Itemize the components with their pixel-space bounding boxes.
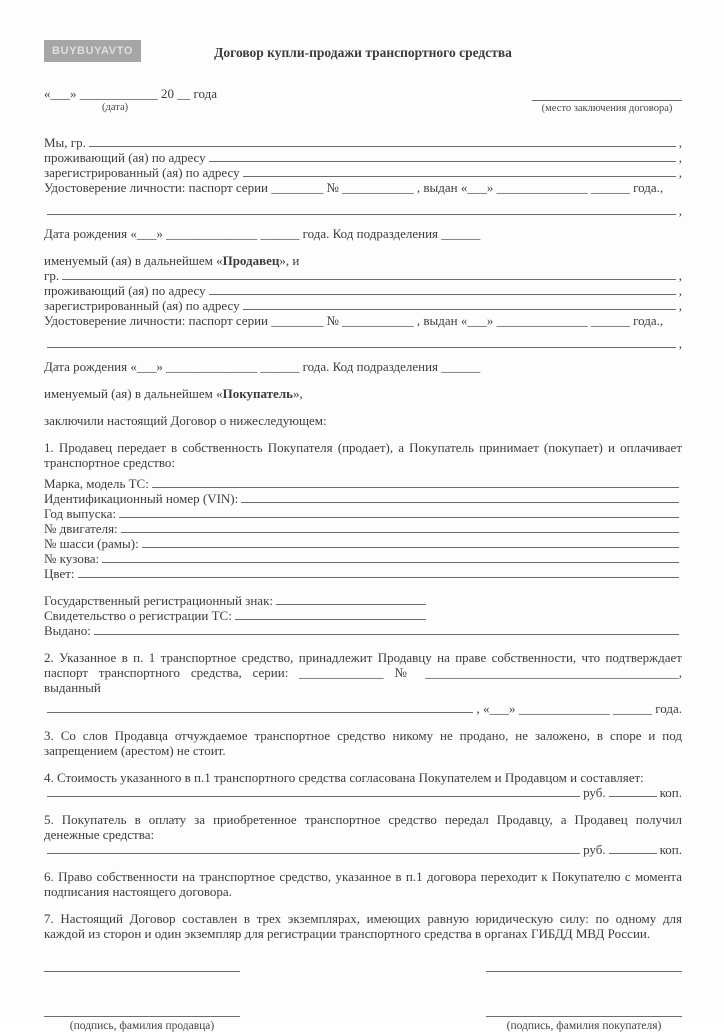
clause-4-block <box>44 770 682 800</box>
seller-alias-line <box>44 253 682 268</box>
vehicle-year-row <box>44 506 682 521</box>
registration-issued-label: Выдано: <box>44 623 91 638</box>
vehicle-body-blank <box>102 562 679 563</box>
seller-name-row <box>44 135 682 150</box>
clause-2-issued-suffix: , выданный <box>44 665 683 695</box>
buyer-signature-block <box>486 957 682 1033</box>
vehicle-body-row <box>44 551 682 566</box>
clause-3: 3. Со слов Продавца отчуждаемое транспортное средство никому не продано, не заложено, в споре и под запрещением (арестом) не стоит. <box>44 728 682 758</box>
seller-signature-caption: (подпись, фамилия продавца) <box>69 1020 215 1032</box>
vehicle-make-label: Марка, модель ТС: <box>44 476 149 491</box>
buyer-alias-line <box>44 386 682 401</box>
registration-plate-row <box>44 593 429 608</box>
vehicle-chassis-label: № шасси (рамы): <box>44 536 139 551</box>
clause-7: 7. Настоящий Договор составлен в трех экземплярах, имеющих равную юридическую силу: по одному для каждой из сторон и один экземпляр для регистрации транспортного средства в органах ГИБДД МВД России. <box>44 911 682 941</box>
seller-registered-blank <box>243 176 676 177</box>
buyer-living-blank <box>209 294 676 295</box>
vehicle-vin-blank <box>241 502 679 503</box>
vehicle-make-blank <box>152 487 679 488</box>
buyer-registered-label: зарегистрированный (ая) по адресу <box>44 298 240 313</box>
vehicle-year-blank <box>119 517 679 518</box>
seller-passport-row <box>44 180 682 195</box>
buyer-section <box>44 268 682 401</box>
clause-4: 4. Стоимость указанного в п.1 транспортного средства согласована Покупателем и Продавцом и составляет: <box>44 770 644 785</box>
kop-label: коп. <box>659 842 682 857</box>
vehicle-engine-row <box>44 521 682 536</box>
buyer-alias-suffix: », <box>293 386 303 401</box>
clause-2-text: 2. Указанное в п. 1 транспортное средство, принадлежит Продавцу на праве собственности, что подтверждает паспорт транспортного средства, серии: <box>44 650 682 680</box>
comma-suffix: , <box>678 165 682 180</box>
seller-passport-continuation-blank <box>47 214 676 215</box>
registration-cert-row <box>44 608 429 623</box>
vehicle-engine-blank <box>121 532 679 533</box>
seller-alias-prefix: именуемый (ая) в дальнейшем « <box>44 253 223 268</box>
date-caption: (дата) <box>102 102 129 113</box>
registration-issued-row <box>44 623 682 638</box>
seller-birth-row <box>44 226 682 241</box>
buyer-name-row <box>44 268 682 283</box>
seller-living-row <box>44 150 682 165</box>
clause-5-amount-blank <box>47 853 580 854</box>
buyer-alias-prefix: именуемый (ая) в дальнейшем « <box>44 386 223 401</box>
buyer-birth-row <box>44 359 682 374</box>
buyer-birth-line: Дата рождения «___» ______________ ______ года. Код подразделения ______ <box>44 359 481 374</box>
clause-2-tail: , «___» ______________ ______ года. <box>476 701 682 716</box>
registration-details <box>44 593 682 638</box>
vehicle-color-row <box>44 566 682 581</box>
seller-alias-name: Продавец <box>222 253 280 268</box>
comma-suffix: , <box>678 298 682 313</box>
clause-2 <box>44 650 682 695</box>
clause-5: 5. Покупатель в оплату за приобретенное транспортное средство передал Продавцу, а Продавец получил денежные средства: <box>44 812 682 842</box>
clause-6: 6. Право собственности на транспортное средство, указанное в п.1 договора переходит к Покупателю с момента подписания настоящего договора. <box>44 869 682 899</box>
rub-label: руб. <box>583 842 606 857</box>
clause-2-block <box>44 650 682 716</box>
seller-section <box>44 135 682 268</box>
vehicle-engine-label: № двигателя: <box>44 521 118 536</box>
date-place-row <box>44 86 682 115</box>
comma-suffix: , <box>678 203 682 218</box>
place-blank-line <box>532 86 682 101</box>
buyer-signature-caption: (подпись, фамилия покупателя) <box>506 1020 662 1032</box>
vehicle-color-blank <box>78 577 679 578</box>
conclude-line: заключили настоящий Договор о нижеследующем: <box>44 413 327 428</box>
vehicle-chassis-blank <box>142 547 679 548</box>
seller-signature-line-2 <box>44 1002 240 1017</box>
clause-5-kopeck-blank <box>609 853 657 854</box>
clause-4-amount-blank <box>47 796 580 797</box>
seller-signature-block <box>44 957 240 1033</box>
clause-1: 1. Продавец передает в собственность Покупателя (продает), а Покупатель принимает (покупает) и оплачивает транспортное средство: <box>44 440 682 470</box>
seller-passport-continuation-row <box>44 203 682 218</box>
seller-living-label: проживающий (ая) по адресу <box>44 150 206 165</box>
buyer-signature-line-2 <box>486 1002 682 1017</box>
comma-suffix: , <box>678 283 682 298</box>
vehicle-chassis-row <box>44 536 682 551</box>
vehicle-vin-row <box>44 491 682 506</box>
registration-plate-label: Государственный регистрационный знак: <box>44 593 273 608</box>
seller-living-blank <box>209 161 676 162</box>
vehicle-color-label: Цвет: <box>44 566 75 581</box>
buyer-passport-continuation-row <box>44 336 682 351</box>
seller-passport-line: Удостоверение личности: паспорт серии ________ № ___________ , выдан «___» ______________ ______ года., <box>44 180 664 195</box>
comma-suffix: , <box>678 135 682 150</box>
rub-label: руб. <box>583 785 606 800</box>
buyer-passport-row <box>44 313 682 328</box>
buyer-registered-blank <box>243 309 676 310</box>
clause-2-series-blank: _____________ <box>299 665 384 680</box>
registration-cert-label: Свидетельство о регистрации ТС: <box>44 608 232 623</box>
seller-birth-line: Дата рождения «___» ______________ ______ года. Код подразделения ______ <box>44 226 481 241</box>
clause-2-continuation-row <box>44 701 682 716</box>
comma-suffix: , <box>678 150 682 165</box>
buyer-passport-line: Удостоверение личности: паспорт серии ________ № ___________ , выдан «___» ______________ ______ года., <box>44 313 664 328</box>
comma-suffix: , <box>678 336 682 351</box>
seller-signature-line-1 <box>44 957 240 972</box>
clause-5-block <box>44 812 682 857</box>
registration-issued-blank <box>94 634 679 635</box>
clause-5-amount-row <box>44 842 682 857</box>
buybuyavto-logo: BUYBUYAVTO <box>44 40 141 62</box>
comma-suffix: , <box>678 268 682 283</box>
seller-alias-suffix: », и <box>279 253 300 268</box>
seller-name-label: Мы, гр. <box>44 135 86 150</box>
buyer-alias-name: Покупатель <box>222 386 293 401</box>
seller-registered-row <box>44 165 682 180</box>
clause-2-number-sign: № <box>394 665 415 680</box>
clause-4-amount-row <box>44 785 682 800</box>
document-title: Договор купли-продажи транспортного средства <box>214 45 512 60</box>
vehicle-vin-label: Идентификационный номер (VIN): <box>44 491 239 506</box>
buyer-signature-line-1 <box>486 957 682 972</box>
buyer-living-row <box>44 283 682 298</box>
clause-2-number-blank: _______________________________________ <box>425 665 679 680</box>
place-block <box>532 86 682 115</box>
date-block <box>44 86 217 115</box>
date-line: «___» ____________ 20 __ года <box>44 86 218 101</box>
buyer-registered-row <box>44 298 682 313</box>
document-header <box>44 40 682 66</box>
clause-2-continuation-blank <box>47 712 473 713</box>
place-caption: (место заключения договора) <box>541 103 673 114</box>
vehicle-details <box>44 476 682 581</box>
vehicle-year-label: Год выпуска: <box>44 506 116 521</box>
buyer-living-label: проживающий (ая) по адресу <box>44 283 206 298</box>
seller-registered-label: зарегистрированный (ая) по адресу <box>44 165 240 180</box>
signature-section <box>44 957 682 1033</box>
vehicle-make-row <box>44 476 682 491</box>
seller-name-blank <box>89 146 676 147</box>
buyer-name-blank <box>62 279 676 280</box>
registration-plate-blank <box>276 604 426 605</box>
kop-label: коп. <box>659 785 682 800</box>
registration-cert-blank <box>235 619 426 620</box>
clause-4-kopeck-blank <box>609 796 657 797</box>
buyer-name-label: гр. <box>44 268 60 283</box>
vehicle-body-label: № кузова: <box>44 551 100 566</box>
buyer-passport-continuation-blank <box>47 347 676 348</box>
